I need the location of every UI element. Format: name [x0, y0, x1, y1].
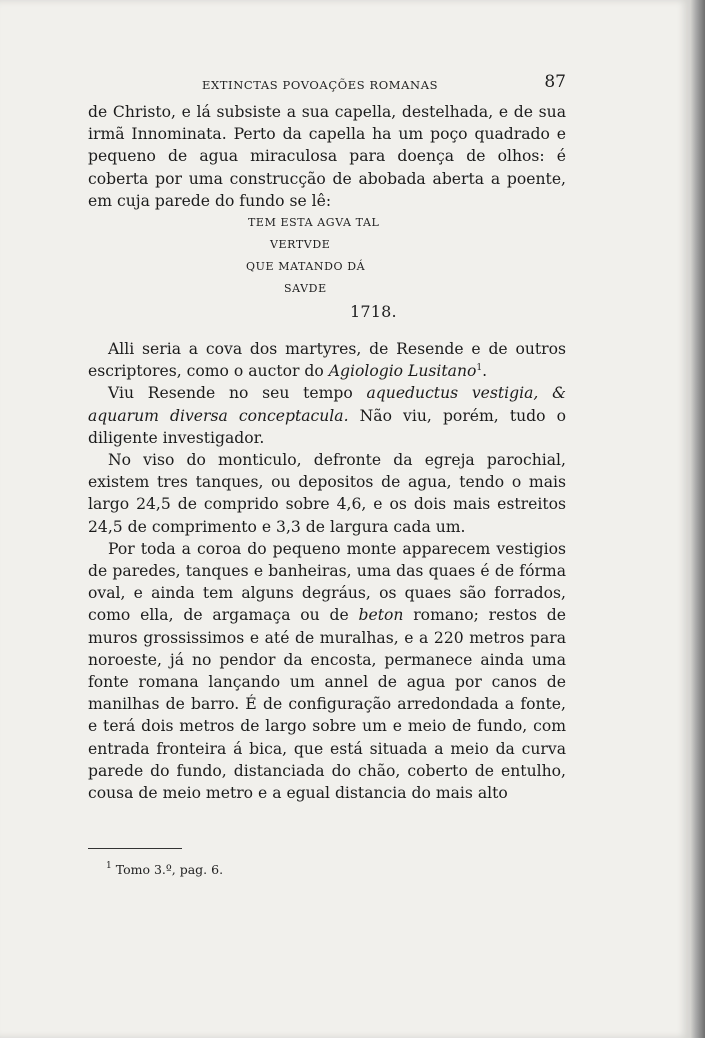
footnote-mark: 1 [106, 861, 112, 871]
paragraph-capella: de Christo, e lá subsiste a sua capella, destelhada, e de sua irmã Innominata. Perto da capella ha um poço quadrado e pequeno de agua miraculosa para doença de olhos: é coberta por uma construcção de abobada aberta a poente, em cuja parede do fundo se lê: [88, 103, 566, 210]
page-number: 87 [544, 72, 566, 92]
paragraph-text: Viu Resende no seu tempo [108, 384, 367, 403]
footnote-reference: 1 [476, 363, 483, 374]
paragraph-text: Por toda a coroa do pequeno monte apparecem vestigios de paredes, tanques e banheiras, uma das quaes é de fórma oval, e ainda tem alguns degráus, os quaes são forrados, como ella, de argamaça ou de [88, 539, 566, 625]
paragraph-text: romano; restos de muros grossissimos e até de muralhas, e a 220 metros para noroeste, já no pendor da encosta, permanece ainda uma fonte romana lançando um annel de agua por canos de manilhas de barro. É de configuração arredondada a fonte, e terá dois metros de largo sobre um e meio de fundo, com entrada fronteira á bica, que está situada a meio da curva parede do fundo, distanciada do chão, coberto de entulho, cousa de meio metro e a egual distancia do mais alto [88, 606, 566, 803]
page-edge-shadow [690, 0, 705, 1038]
paragraph-text: . [482, 362, 488, 381]
latin-quote: aqueductus vestigia, & aquarum diversa conceptacula. [88, 384, 566, 425]
inscription [88, 212, 566, 324]
body-text [88, 101, 566, 804]
footnote-divider [88, 848, 182, 849]
inscription-line: SAVDE [284, 282, 327, 296]
footnote [106, 862, 223, 877]
italic-term: beton [358, 606, 404, 625]
paragraph-resende [88, 382, 566, 449]
inscription-line: QUE MATANDO DÁ [246, 260, 366, 274]
paragraph-text: Não viu, porém, tudo o diligente investigador. [88, 406, 566, 447]
inscription-line: VERTVDE [270, 238, 331, 252]
inscription-line: TEM ESTA AGVA TAL [248, 216, 380, 230]
running-title: EXTINCTAS POVOAÇÕES ROMANAS [202, 78, 439, 92]
paragraph-tanques: No viso do monticulo, defronte da egreja parochial, existem tres tanques, ou depositos de agua, tendo o mais largo 24,5 de comprido sobre 4,6, e os dois mais estreitos 24,5 de comprimento e 3,3 de largura cada um. [88, 451, 566, 536]
paragraph-text: Alli seria a cova dos martyres, de Resende e de outros escriptores, como o auctor do [88, 340, 566, 381]
paragraph-coroa [88, 538, 566, 804]
page-header [88, 72, 566, 96]
inscription-year: 1718. [350, 302, 397, 322]
footnote-text: Tomo 3.º, pag. 6. [115, 862, 224, 877]
paragraph-cova [88, 338, 566, 382]
italic-title: Agiologio Lusitano [328, 362, 477, 381]
